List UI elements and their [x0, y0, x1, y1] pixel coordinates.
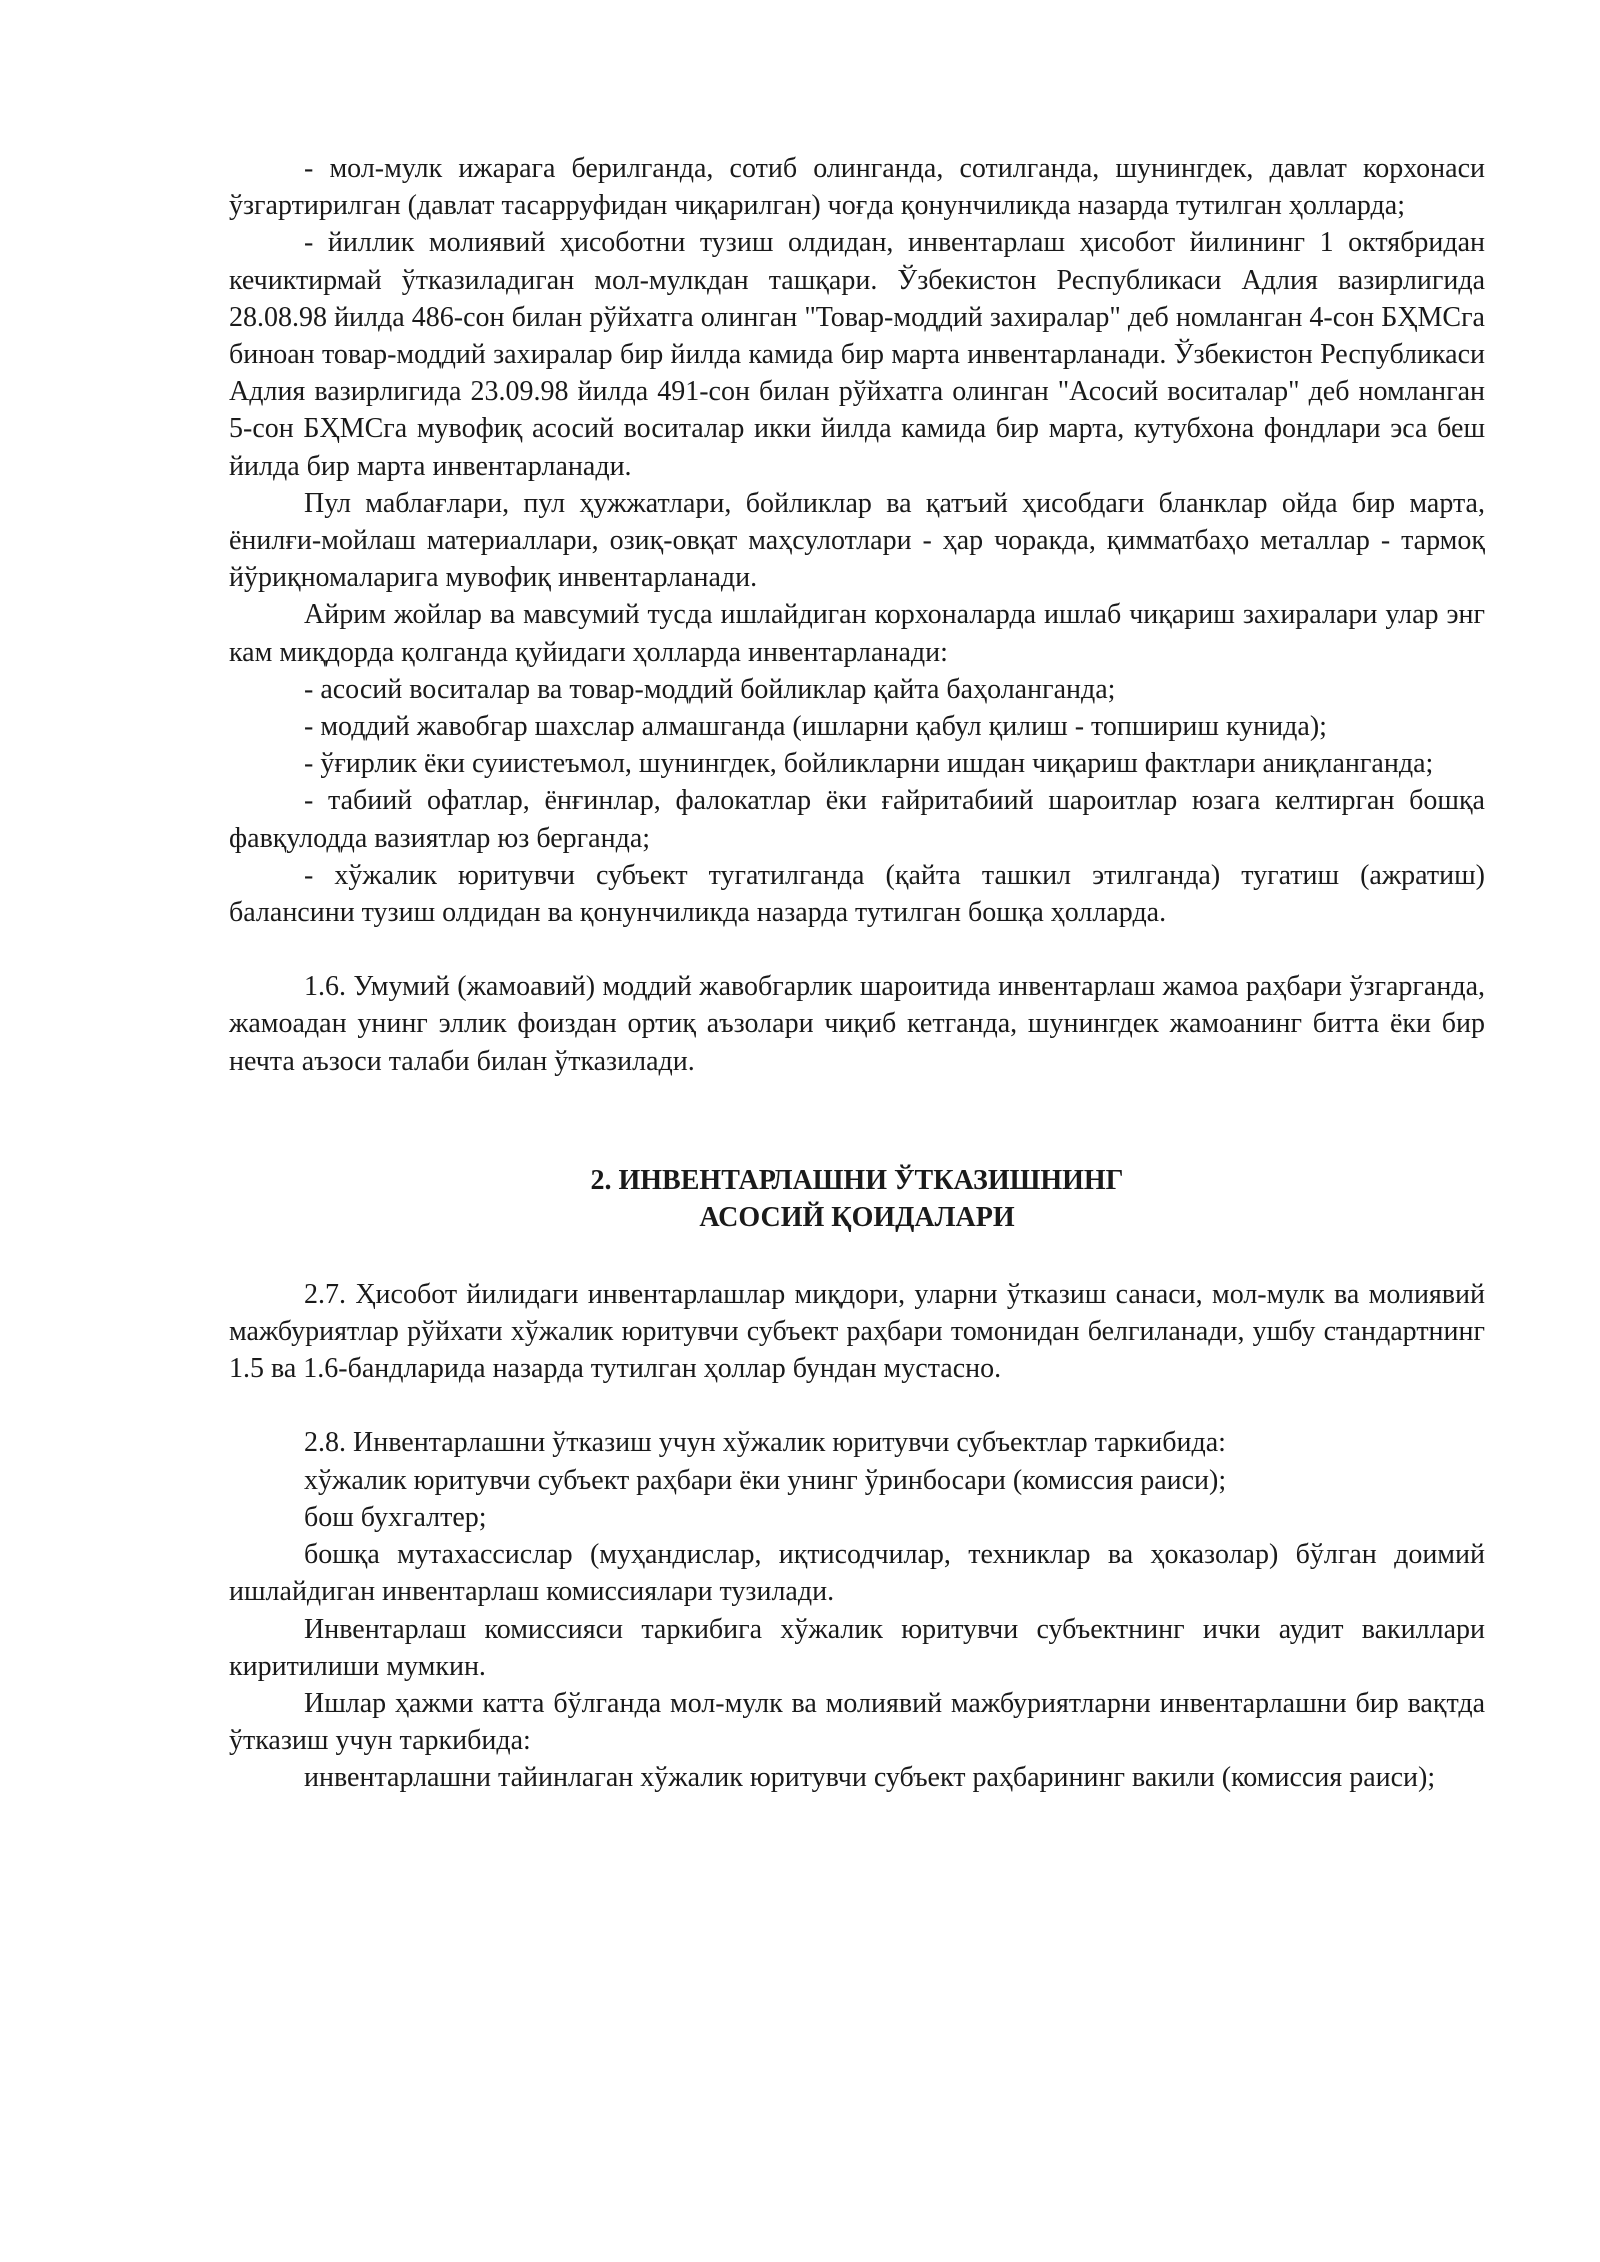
paragraph-2-8: 2.8. Инвентарлашни ўтказиш учун хўжалик юритувчи субъектлар таркибида: [304, 1427, 1226, 1459]
list-item: - хўжалик юритувчи субъект тугатилганда (қайта ташкил этилганда) тугатиш (ажратиш) балансини тузиш олдидан ва қонунчиликда назарда тутилган бошқа ҳолларда. [229, 859, 1485, 929]
section-heading-line: 2. ИНВЕНТАРЛАШНИ ЎТКАЗИШНИНГ [590, 1164, 1124, 1196]
document-page [229, 150, 1485, 1797]
paragraph: бош бухгалтер; [304, 1501, 487, 1533]
section-heading-line: АСОСИЙ ҚОИДАЛАРИ [699, 1201, 1015, 1233]
paragraph: - мол-мулк ижарага берилганда, сотиб олинганда, сотилганда, шунингдек, давлат корхонаси ўзгартирилган (давлат тасарруфидан чиқарилган) чоғда қонунчиликда назарда тутилган ҳолларда; [229, 153, 1485, 222]
spacer [229, 1387, 1485, 1424]
paragraph: хўжалик юритувчи субъект раҳбари ёки унинг ўринбосари (комиссия раиси); [304, 1464, 1227, 1496]
spacer [229, 931, 1485, 968]
paragraph: Ишлар ҳажми катта бўлганда мол-мулк ва молиявий мажбуриятларни инвентарлашни бир вақтда ўтказиш учун таркибида: [229, 1687, 1485, 1757]
spacer [229, 1080, 1485, 1162]
list-item: - моддий жавобгар шахслар алмашганда (ишларни қабул қилиш - топшириш кунида); [304, 711, 1327, 743]
paragraph: Пул маблағлари, пул ҳужжатлари, бойликлар ва қатъий ҳисобдаги бланклар ойда бир марта, ёнилғи-мойлаш материаллари, озиқ-овқат маҳсулотлари - ҳар чоракда, қимматбаҳо металлар - тармоқ йўриқномаларига мувофиқ инвентарланади. [229, 487, 1485, 594]
list-item: - табиий офатлар, ёнғинлар, фалокатлар ёки ғайритабиий шароитлар юзага келтирган бошқа фавқулодда вазиятлар юз берганда; [229, 785, 1485, 854]
spacer [229, 1236, 1485, 1276]
section-heading [229, 1162, 1485, 1236]
list-item: - асосий воситалар ва товар-моддий бойликлар қайта баҳоланганда; [304, 673, 1116, 705]
paragraph: Айрим жойлар ва мавсумий тусда ишлайдиган корхоналарда ишлаб чиқариш захиралари улар энг кам миқдорда қолганда қуйидаги ҳолларда инвентарланади: [229, 599, 1485, 668]
paragraph: бошқа мутахассислар (муҳандислар, иқтисодчилар, техниклар ва ҳоказолар) бўлган доимий ишлайдиган инвентарлаш комиссиялари тузилади. [229, 1539, 1485, 1608]
paragraph: Инвентарлаш комиссияси таркибига хўжалик юритувчи субъектнинг ички аудит вакиллари киритилиши мумкин. [229, 1613, 1485, 1682]
paragraph-2-7: 2.7. Ҳисобот йилидаги инвентарлашлар миқдори, уларни ўтказиш санаси, мол-мулк ва молиявий мажбуриятлар рўйхати хўжалик юритувчи субъект раҳбари томонидан белгиланади, ушбу стандартнинг 1.5 ва 1.6-бандларида назарда тутилган ҳоллар бундан мустасно. [229, 1278, 1485, 1385]
paragraph: - йиллик молиявий ҳисоботни тузиш олдидан, инвентарлаш ҳисобот йилининг 1 октябридан кечиктирмай ўтказиладиган мол-мулкдан ташқари. Ўзбекистон Республикаси Адлия вазирлигида 28.08.98 йилда 486-сон билан рўйхатга олинган "Товар-моддий захиралар" деб номланган 4-сон БҲМСга биноан товар-моддий захиралар бир йилда камида бир марта инвентарланади. Ўзбекистон Республикаси Адлия вазирлигида 23.09.98 йилда 491-сон билан рўйхатга олинган "Асосий воситалар" деб номланган 5-сон БҲМСга мувофиқ асосий воситалар икки йилда камида бир марта, кутубхона фондлари эса беш йилда бир марта инвентарланади. [229, 227, 1485, 482]
paragraph-1-6: 1.6. Умумий (жамоавий) моддий жавобгарлик шароитида инвентарлаш жамоа раҳбари ўзгарганда, жамоадан унинг эллик фоиздан ортиқ аъзолари чиқиб кетганда, шунингдек жамоанинг битта ёки бир нечта аъзоси талаби билан ўтказилади. [229, 971, 1485, 1077]
paragraph: инвентарлашни тайинлаган хўжалик юритувчи субъект раҳбарининг вакили (комиссия раиси); [304, 1762, 1436, 1794]
list-item: - ўғирлик ёки суиистеъмол, шунингдек, бойликларни ишдан чиқариш фактлари аниқланганда; [304, 748, 1434, 780]
